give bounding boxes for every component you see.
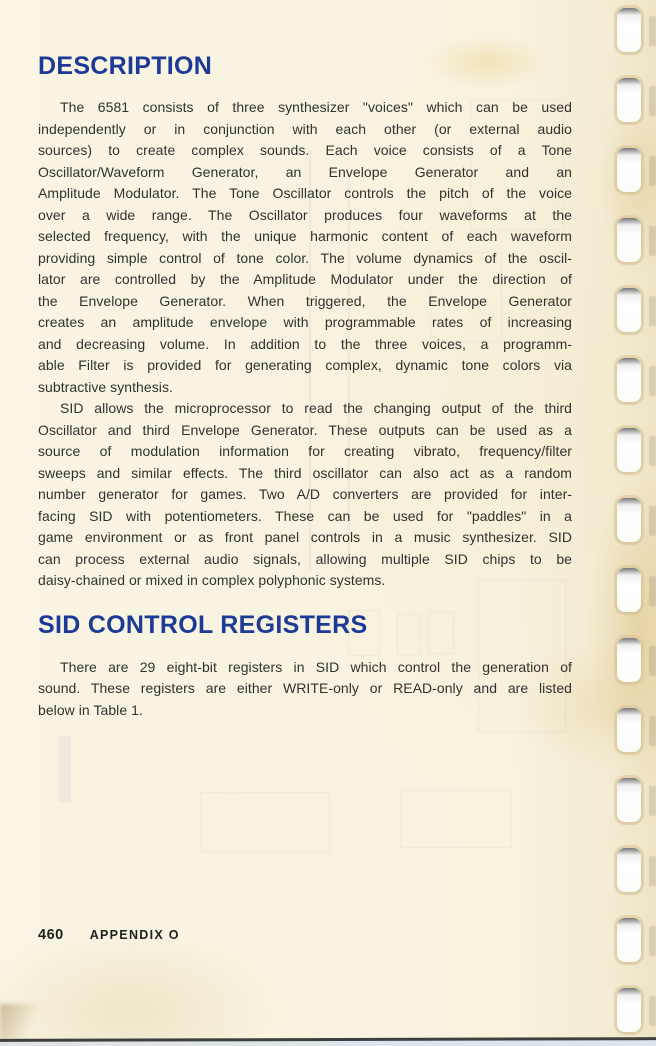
text-line: providing simple control of tone color. The volume dynamics of the oscil- [38,249,572,266]
text-line: able Filter is provided for generating complex, dynamic tone colors via [38,357,572,373]
paragraph-sid-outputs [38,398,572,592]
binding-hole [617,638,641,682]
text-line: number generator for games. Two A/D converters are provided for inter- [38,486,572,502]
text-line: game environment or as front panel controls in a music synthesizer. SID [38,529,572,545]
page-edge-mark [649,856,656,886]
paragraph-voices [38,97,572,398]
text-line: can process external audio signals, allowing multiple SID chips to be [38,550,572,567]
text-line: creates an amplitude envelope with programmable rates of increasing [38,314,572,330]
page-edge-mark [649,226,656,256]
text-line: and decreasing volume. In addition to the three voices, a programm- [38,335,572,352]
text-line: Oscillator/Waveform Generator, an Envelope Generator and an [38,163,572,180]
text-line: Oscillator and third Envelope Generator. These outputs can be used as a [38,421,572,438]
page-edge-mark [649,996,656,1026]
page-edge-mark [649,926,656,956]
page-edge-mark [649,576,656,606]
text-line: daisy-chained or mixed in complex polyphonic systems. [38,572,386,588]
binding-hole [617,148,641,192]
section-heading-description: DESCRIPTION [38,52,213,80]
page-edge-mark [649,296,656,326]
corner-shadow [0,1004,52,1040]
text-line: source of modulation information for creating vibrato, frequency/filter [38,443,572,459]
binding-hole [617,498,641,542]
binding-hole [617,78,641,122]
text-line: The 6581 consists of three synthesizer "voices" which can be used [60,99,572,115]
text-line: independently or in conjunction with each other (or external audio [38,120,572,137]
text-line: facing SID with potentiometers. These can be used for "paddles" in a [38,507,572,524]
text-line: the Envelope Generator. When triggered, the Envelope Generator [38,292,572,309]
page-edge-mark [649,506,656,536]
binding-hole [617,918,641,962]
page-edge-mark [649,16,656,46]
binding-hole [617,428,641,472]
binding-hole [617,8,641,52]
page-edge-mark [649,436,656,466]
text-line: sound. These registers are either WRITE-only or READ-only and are listed [38,680,572,696]
page-bottom-edge [0,1037,656,1042]
binding-hole [617,218,641,262]
text-line: subtractive synthesis. [38,378,173,395]
page-edge-mark [649,646,656,676]
page-edge-mark [649,716,656,746]
page-number: 460 [38,927,64,943]
binding-hole [617,708,641,752]
text-line: Amplitude Modulator. The Tone Oscillator controls the pitch of the voice [38,185,572,201]
binding-hole [617,288,641,332]
text-line: lator are controlled by the Amplitude Modulator under the direction of [38,271,572,287]
binding-hole [617,988,641,1032]
section-heading-registers: SID CONTROL REGISTERS [38,610,368,639]
appendix-label: APPENDIX O [89,928,180,942]
bleedthrough-shape [400,790,512,848]
page-edge-mark [649,786,656,816]
page-footer [38,927,180,943]
bleedthrough-shape [58,736,71,802]
binding-hole [617,848,641,892]
binding-hole [617,778,641,822]
bleedthrough-shape [200,792,330,852]
text-line: SID allows the microprocessor to read the changing output of the third [60,400,572,416]
text-line: over a wide range. The Oscillator produces four waveforms at the [38,206,572,223]
page-edge-mark [649,86,656,116]
page-content [38,0,572,721]
paragraph-registers [38,657,572,722]
binding-hole [617,568,641,612]
binding-hole [617,358,641,402]
page-edge-mark [649,156,656,186]
text-line: sources) to create complex sounds. Each voice consists of a Tone [38,142,572,158]
text-line: There are 29 eight-bit registers in SID which control the generation of [60,658,572,675]
page-edge-mark [649,366,656,396]
text-line: selected frequency, with the unique harmonic content of each waveform [38,228,572,244]
text-line: sweeps and similar effects. The third oscillator can also act as a random [38,464,572,481]
text-line: below in Table 1. [38,701,143,718]
